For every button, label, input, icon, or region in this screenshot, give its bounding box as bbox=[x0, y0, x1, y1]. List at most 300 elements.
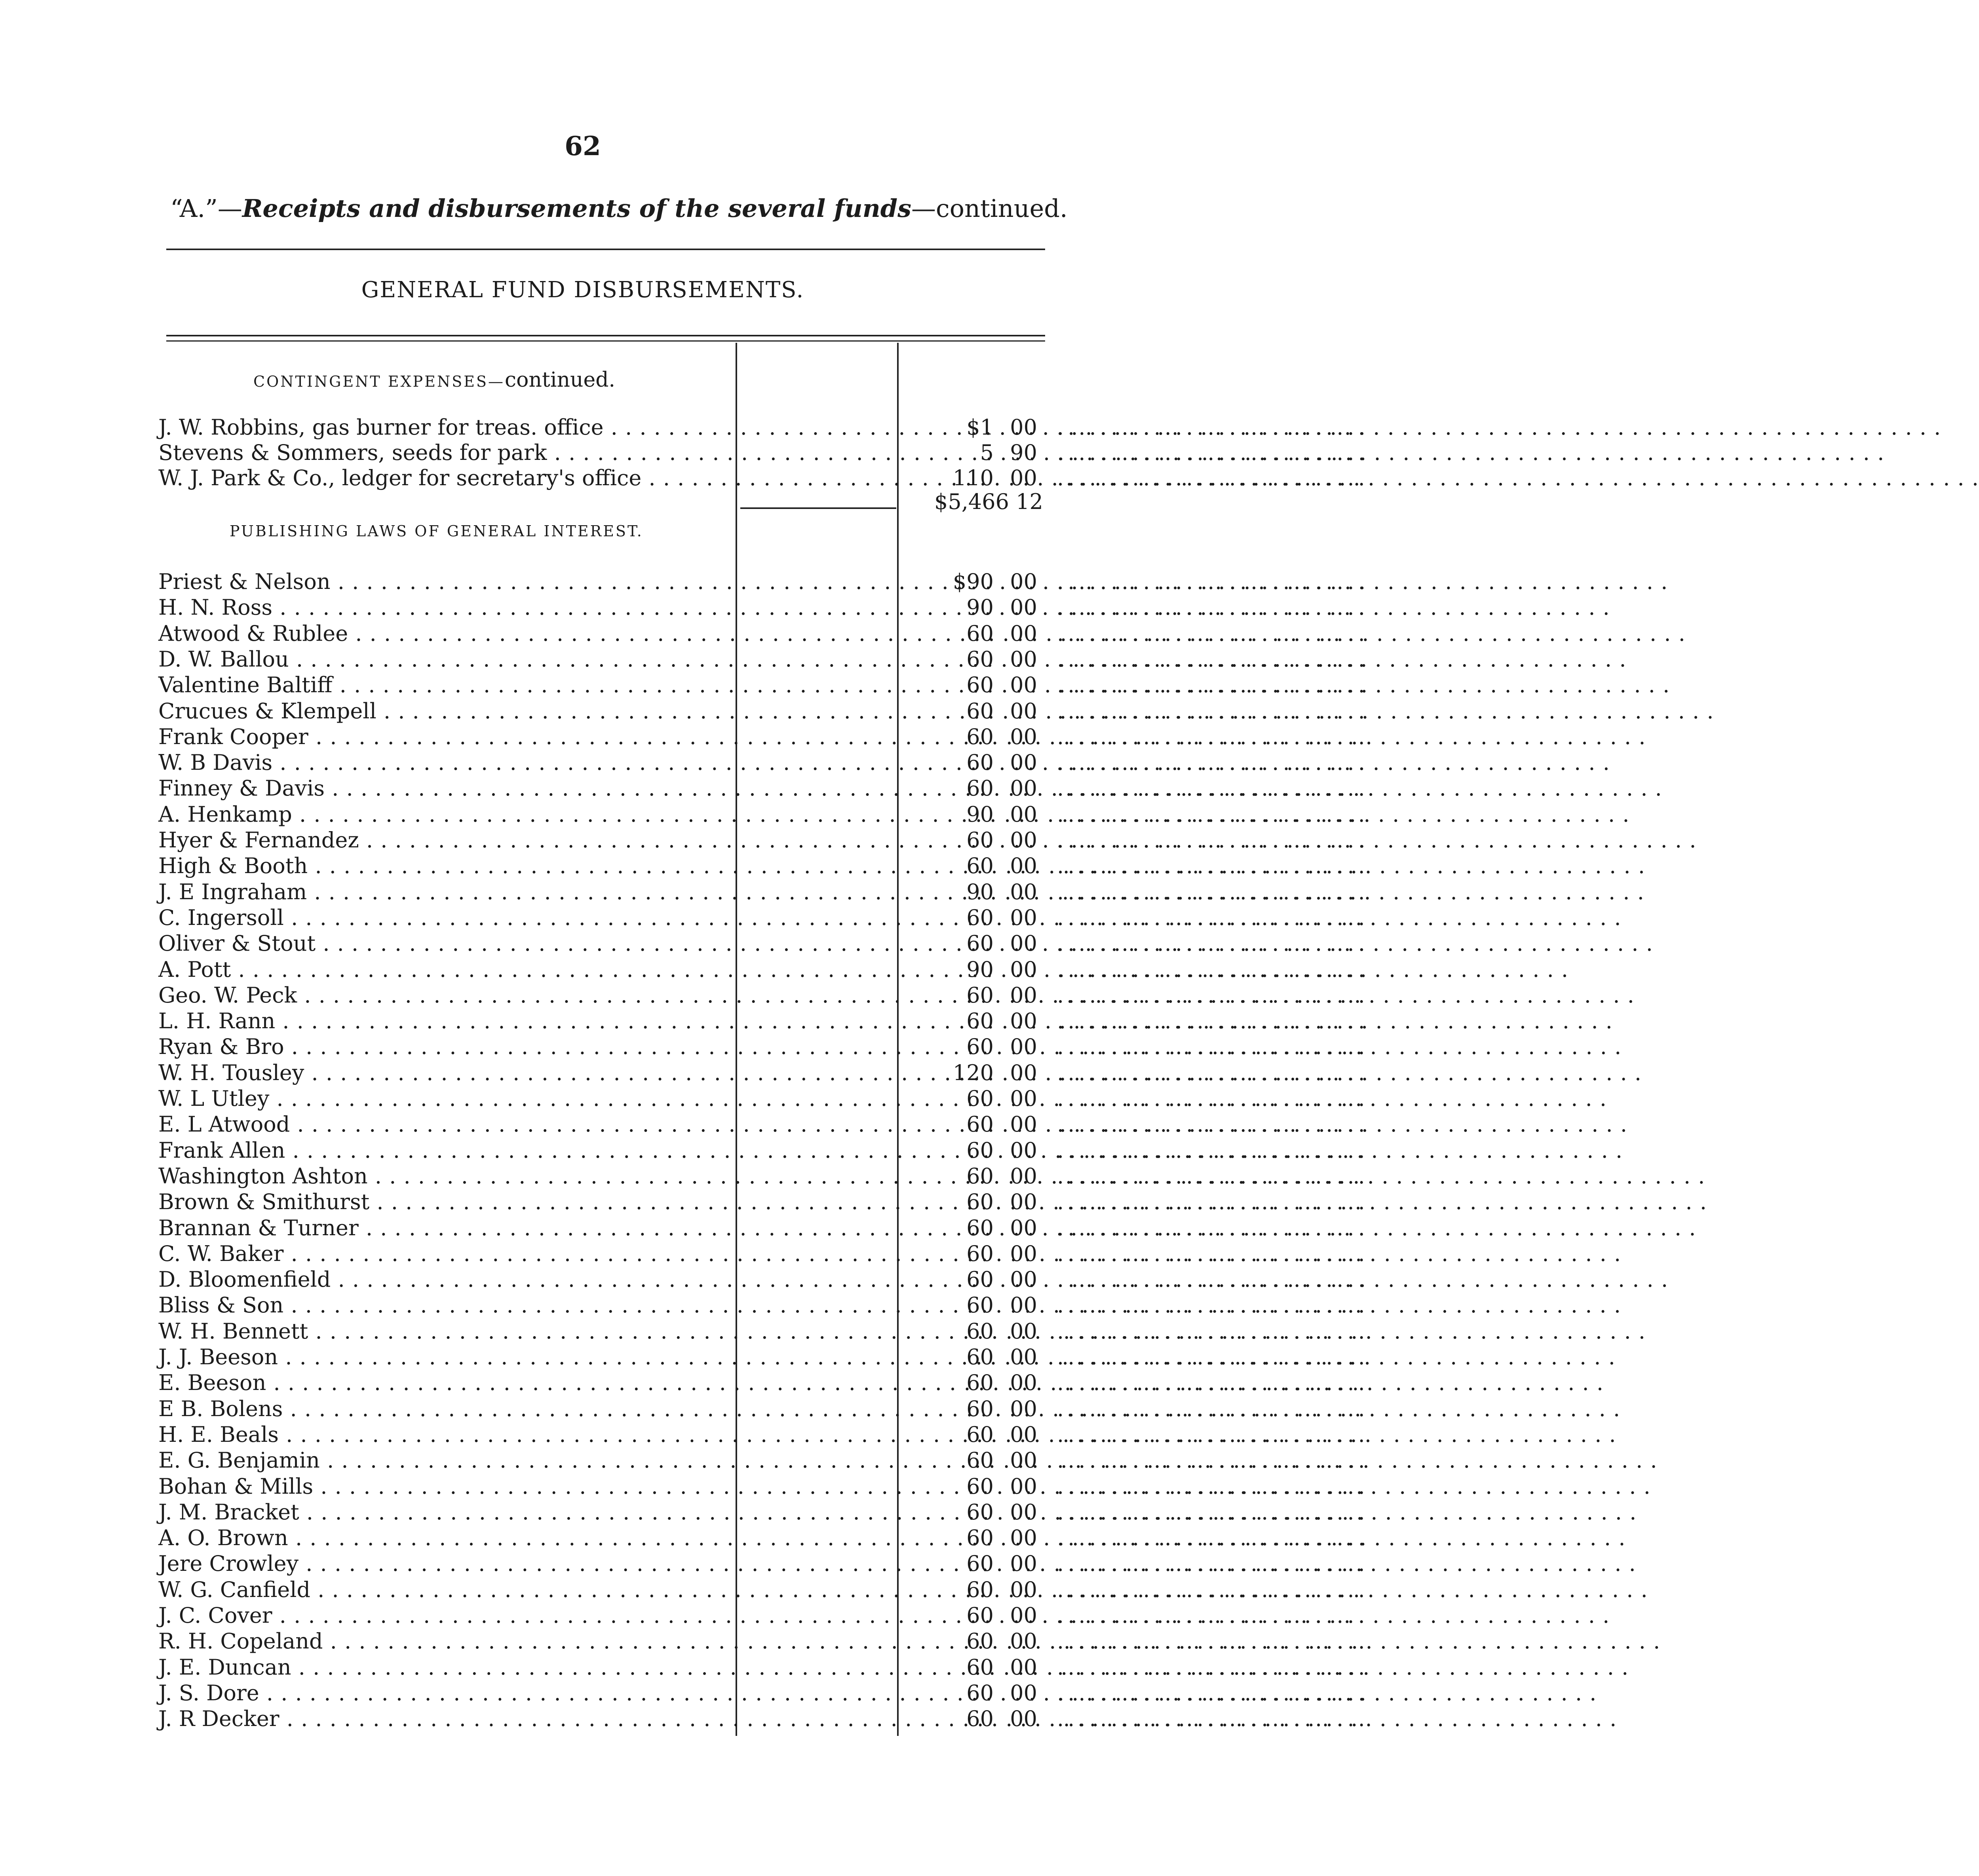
ledger-row bbox=[158, 1706, 1369, 1732]
amount bbox=[736, 983, 1037, 1008]
amount bbox=[736, 1060, 1037, 1085]
total-column-leader: ............................. bbox=[1057, 1603, 1369, 1628]
payee-name: D. W. Ballou . . . bbox=[158, 647, 732, 672]
ledger-row bbox=[158, 1215, 1369, 1242]
amount-cents: 00 bbox=[1010, 982, 1037, 1008]
amount bbox=[736, 1422, 1037, 1447]
amount-cents: 00 bbox=[1010, 595, 1037, 620]
amount-cents: 00 bbox=[1010, 569, 1037, 594]
total-column-leader: ............................. bbox=[1057, 1370, 1369, 1396]
amount-dollars: 60 bbox=[966, 1422, 994, 1447]
payee-name: A. Henkamp . . . bbox=[158, 802, 732, 827]
ledger-row bbox=[158, 465, 1369, 492]
contingent-total-rule bbox=[740, 507, 896, 509]
amount-dollars: 60 bbox=[966, 1448, 994, 1473]
amount-dollars: 60 bbox=[966, 750, 994, 775]
ledger-row bbox=[158, 1422, 1369, 1448]
total-column-leader: ............................. bbox=[1057, 415, 1369, 440]
amount-cents: 00 bbox=[1010, 415, 1037, 440]
total-column-leader: ............................. bbox=[1057, 1577, 1369, 1602]
ledger-row bbox=[158, 646, 1369, 673]
total-column-leader: ............................. bbox=[1057, 1706, 1369, 1732]
amount-cents: 90 bbox=[1010, 440, 1037, 465]
amount-dollars: 60 bbox=[966, 1396, 994, 1421]
amount-dollars: 60 bbox=[966, 1034, 994, 1060]
page-number: 62 bbox=[565, 131, 601, 161]
ledger-row bbox=[158, 905, 1369, 931]
amount-dollars: 60 bbox=[966, 1499, 994, 1525]
ledger-row bbox=[158, 1654, 1369, 1681]
ledger-row bbox=[158, 621, 1369, 647]
amount-cents: 00 bbox=[1010, 1473, 1037, 1499]
total-column-leader: ............................. bbox=[1057, 853, 1369, 879]
amount-cents: 00 bbox=[1010, 750, 1037, 775]
total-column-leader: ............................. bbox=[1057, 724, 1369, 749]
payee-name: W. H. Bennett . . . bbox=[158, 1319, 732, 1344]
amount bbox=[736, 1034, 1037, 1059]
amount-dollars: 60 bbox=[966, 1344, 994, 1369]
total-column-leader: ............................. bbox=[1057, 905, 1369, 930]
ledger-row bbox=[158, 1473, 1369, 1500]
ledger-row bbox=[158, 1499, 1369, 1526]
amount-dollars: 60 bbox=[966, 1629, 994, 1654]
ledger-row bbox=[158, 1318, 1369, 1345]
payee-name: J. W. Robbins, gas burner for treas. office . . . bbox=[158, 415, 732, 440]
amount bbox=[736, 1396, 1037, 1421]
ledger-row bbox=[158, 595, 1369, 621]
payee-name: W. G. Canfield . . . bbox=[158, 1577, 732, 1602]
payee-name: Ryan & Bro . . . bbox=[158, 1034, 732, 1059]
amount-cents: 00 bbox=[1010, 879, 1037, 904]
total-column-leader: ............................. bbox=[1057, 1241, 1369, 1266]
amount bbox=[736, 724, 1037, 749]
amount-dollars: 60 bbox=[966, 1267, 994, 1292]
amount bbox=[736, 699, 1037, 723]
total-column-leader: ............................. bbox=[1057, 1060, 1369, 1085]
heading-suffix: —continued. bbox=[911, 194, 1068, 223]
total-column-leader: ............................. bbox=[1057, 1422, 1369, 1447]
amount-cents: 00 bbox=[1010, 1551, 1037, 1576]
amount bbox=[736, 1500, 1037, 1525]
ledger-row bbox=[158, 750, 1369, 776]
ledger-row bbox=[158, 1112, 1369, 1138]
amount-cents: 00 bbox=[1010, 1603, 1037, 1628]
payee-name: J. J. Beeson . . . bbox=[158, 1344, 732, 1369]
ledger-row bbox=[158, 1370, 1369, 1396]
amount bbox=[736, 957, 1037, 982]
amount-cents: 00 bbox=[1010, 905, 1037, 930]
contingent-expenses-heading: CONTINGENT EXPENSES—continued. bbox=[253, 368, 616, 392]
amount-dollars: 60 bbox=[966, 672, 994, 698]
amount bbox=[736, 828, 1037, 853]
amount bbox=[736, 1086, 1037, 1111]
ledger-row bbox=[158, 415, 1369, 441]
payee-name: H. N. Ross . . . bbox=[158, 595, 732, 620]
amount-cents: 00 bbox=[1010, 1318, 1037, 1344]
amount-dollars: 60 bbox=[966, 1008, 994, 1034]
total-column-leader: ............................. bbox=[1057, 879, 1369, 904]
total-column-leader: ............................. bbox=[1057, 1215, 1369, 1240]
amount bbox=[736, 1706, 1037, 1731]
ledger-row bbox=[158, 1448, 1369, 1474]
total-column-leader: ............................. bbox=[1057, 672, 1369, 698]
payee-name: E. L Atwood . . . bbox=[158, 1112, 732, 1137]
total-column-leader: ............................. bbox=[1057, 1680, 1369, 1705]
total-column-leader: ............................. bbox=[1057, 646, 1369, 672]
amount-dollars: 90 bbox=[966, 801, 994, 827]
amount-dollars: 60 bbox=[966, 1525, 994, 1551]
amount-cents: 00 bbox=[1010, 957, 1037, 982]
amount-cents: 00 bbox=[1010, 646, 1037, 672]
total-column-leader: ............................. bbox=[1057, 1525, 1369, 1551]
amount bbox=[736, 415, 1037, 440]
total-column-leader: ............................. bbox=[1057, 931, 1369, 956]
amount-cents: 00 bbox=[1010, 801, 1037, 827]
payee-name: Priest & Nelson . . . bbox=[158, 569, 732, 594]
amount bbox=[736, 802, 1037, 827]
ledger-row bbox=[158, 1525, 1369, 1551]
amount bbox=[736, 1112, 1037, 1137]
amount-cents: 00 bbox=[1010, 1163, 1037, 1189]
amount bbox=[736, 1680, 1037, 1705]
amount-cents: 00 bbox=[1010, 698, 1037, 723]
total-column-leader: ............................. bbox=[1057, 1318, 1369, 1344]
amount bbox=[736, 1241, 1037, 1266]
payee-name: Frank Allen . . . bbox=[158, 1138, 732, 1163]
payee-name: E B. Bolens . . . bbox=[158, 1396, 732, 1421]
amount bbox=[736, 1344, 1037, 1369]
amount-cents: 00 bbox=[1010, 1654, 1037, 1680]
amount-dollars: 60 bbox=[966, 1551, 994, 1576]
payee-name: Bohan & Mills . . . bbox=[158, 1474, 732, 1499]
total-column-leader: ............................. bbox=[1057, 982, 1369, 1008]
amount-cents: 00 bbox=[1010, 1060, 1037, 1085]
amount-dollars: 60 bbox=[966, 853, 994, 879]
payee-name: C. W. Baker . . . bbox=[158, 1241, 732, 1266]
heading-title: Receipts and disbursements of the several funds bbox=[242, 194, 912, 223]
total-column-leader: ............................. bbox=[1057, 1189, 1369, 1215]
ledger-row bbox=[158, 1603, 1369, 1629]
publishing-laws-heading: PUBLISHING LAWS OF GENERAL INTEREST. bbox=[230, 522, 643, 540]
amount bbox=[736, 1293, 1037, 1318]
amount-cents: 00 bbox=[1010, 1189, 1037, 1215]
amount bbox=[736, 1138, 1037, 1163]
amount-cents: 00 bbox=[1010, 1215, 1037, 1240]
amount-dollars: 60 bbox=[966, 905, 994, 930]
ledger-row bbox=[158, 1629, 1369, 1655]
payee-name: Washington Ashton . . . bbox=[158, 1164, 732, 1189]
total-column-leader: ............................. bbox=[1057, 1654, 1369, 1680]
payee-name: A. O. Brown . . . bbox=[158, 1525, 732, 1550]
amount-cents: 00 bbox=[1010, 1293, 1037, 1318]
amount-cents: 00 bbox=[1010, 1086, 1037, 1111]
ledger-row bbox=[158, 1293, 1369, 1319]
ledger-row bbox=[158, 1241, 1369, 1267]
total-column-leader: ............................. bbox=[1057, 1034, 1369, 1060]
amount-dollars: $90 bbox=[952, 569, 994, 594]
ledger-row bbox=[158, 698, 1369, 725]
amount-dollars: 60 bbox=[966, 1215, 994, 1240]
amount bbox=[736, 750, 1037, 775]
amount-dollars: 60 bbox=[966, 982, 994, 1008]
amount bbox=[736, 1577, 1037, 1602]
total-column-leader: ............................. bbox=[1057, 957, 1369, 982]
amount bbox=[736, 1603, 1037, 1628]
amount-dollars: 60 bbox=[966, 1189, 994, 1215]
payee-name: E. G. Benjamin . . . bbox=[158, 1448, 732, 1473]
amount bbox=[736, 1474, 1037, 1499]
total-column-leader: ............................. bbox=[1057, 1008, 1369, 1034]
amount bbox=[736, 1319, 1037, 1344]
ledger-row bbox=[158, 1680, 1369, 1707]
payee-name: Geo. W. Peck . . . bbox=[158, 983, 732, 1008]
amount-dollars: 60 bbox=[966, 931, 994, 956]
amount-dollars: 60 bbox=[966, 698, 994, 723]
amount-dollars: 5 bbox=[980, 440, 994, 465]
amount-dollars: 60 bbox=[966, 828, 994, 853]
amount bbox=[736, 595, 1037, 620]
ledger-row bbox=[158, 1137, 1369, 1164]
amount-dollars: 60 bbox=[966, 1473, 994, 1499]
amount bbox=[736, 1448, 1037, 1473]
payee-name: W. H. Tousley . . . bbox=[158, 1060, 732, 1085]
total-column-leader: ............................. bbox=[1057, 828, 1369, 853]
amount bbox=[736, 879, 1037, 904]
amount-dollars: 60 bbox=[966, 1137, 994, 1163]
ledger-row bbox=[158, 828, 1369, 854]
contingent-total: $5,466 12 bbox=[934, 489, 1043, 514]
payee-name: Jere Crowley . . . bbox=[158, 1551, 732, 1576]
total-column-leader: ............................. bbox=[1057, 569, 1369, 594]
payee-name: D. Bloomenfield . . . bbox=[158, 1267, 732, 1292]
payee-name: J. C. Cover . . . bbox=[158, 1603, 732, 1628]
total-column-leader: ............................. bbox=[1057, 1448, 1369, 1473]
amount-dollars: 60 bbox=[966, 646, 994, 672]
amount-cents: 00 bbox=[1010, 1499, 1037, 1525]
total-column-leader: ............................. bbox=[1057, 595, 1369, 620]
payee-name: Oliver & Stout . . . bbox=[158, 931, 732, 956]
amount bbox=[736, 853, 1037, 878]
amount-cents: 00 bbox=[1010, 1137, 1037, 1163]
total-column-leader: ............................. bbox=[1057, 1163, 1369, 1189]
amount bbox=[736, 647, 1037, 672]
ledger-row bbox=[158, 879, 1369, 906]
ledger-row bbox=[158, 569, 1369, 595]
total-column-leader: ............................. bbox=[1057, 1293, 1369, 1318]
amount-dollars: 60 bbox=[966, 621, 994, 646]
amount bbox=[736, 1164, 1037, 1189]
payee-name: Bliss & Son . . . bbox=[158, 1293, 732, 1318]
amount-dollars: 110 bbox=[952, 465, 994, 490]
payee-name: E. Beeson . . . bbox=[158, 1370, 732, 1395]
amount-cents: 00 bbox=[1010, 1344, 1037, 1369]
amount-dollars: 60 bbox=[966, 1112, 994, 1137]
amount-dollars: 60 bbox=[966, 1577, 994, 1602]
amount-dollars: 60 bbox=[966, 1370, 994, 1396]
payee-name: A. Pott . . . bbox=[158, 957, 732, 982]
ledger-row bbox=[158, 1577, 1369, 1603]
amount bbox=[736, 1551, 1037, 1576]
amount-cents: 00 bbox=[1010, 1008, 1037, 1034]
amount-cents: 00 bbox=[1010, 1267, 1037, 1292]
ledger-row bbox=[158, 1267, 1369, 1293]
amount-dollars: 120 bbox=[952, 1060, 994, 1085]
amount-dollars: 60 bbox=[966, 1163, 994, 1189]
ledger-row bbox=[158, 957, 1369, 983]
amount-cents: 00 bbox=[1010, 1577, 1037, 1602]
payee-name: Atwood & Rublee . . . bbox=[158, 621, 732, 646]
payee-name: J. M. Bracket . . . bbox=[158, 1500, 732, 1525]
payee-name: J. E Ingraham . . . bbox=[158, 879, 732, 904]
payee-name: W. B Davis . . . bbox=[158, 750, 732, 775]
section-double-rule-bottom bbox=[166, 340, 1045, 342]
ledger-row bbox=[158, 801, 1369, 828]
ledger-row bbox=[158, 1344, 1369, 1371]
amount bbox=[736, 776, 1037, 801]
amount bbox=[736, 1629, 1037, 1654]
payee-name: L. H. Rann . . . bbox=[158, 1008, 732, 1033]
ledger-row bbox=[158, 982, 1369, 1009]
section-title: GENERAL FUND DISBURSEMENTS. bbox=[361, 277, 804, 303]
ledger-row bbox=[158, 1034, 1369, 1060]
amount-dollars: $1 bbox=[966, 415, 994, 440]
payee-name: W. J. Park & Co., ledger for secretary's office . . . bbox=[158, 465, 732, 490]
payee-name: Brannan & Turner . . . bbox=[158, 1215, 732, 1240]
payee-name: R. H. Copeland . . . bbox=[158, 1629, 732, 1654]
amount-cents: 00 bbox=[1010, 672, 1037, 698]
payee-name: Brown & Smithurst . . . bbox=[158, 1189, 732, 1214]
amount-cents: 00 bbox=[1010, 621, 1037, 646]
amount-cents: 00 bbox=[1010, 1525, 1037, 1551]
total-column-leader: ............................. bbox=[1057, 1344, 1369, 1369]
payee-name: Finney & Davis . . . bbox=[158, 776, 732, 801]
total-column-leader: ............................. bbox=[1057, 1267, 1369, 1292]
amount-dollars: 60 bbox=[966, 1293, 994, 1318]
ledger-row bbox=[158, 931, 1369, 957]
amount-dollars: 90 bbox=[966, 957, 994, 982]
payee-name: H. E. Beals . . . bbox=[158, 1422, 732, 1447]
amount-dollars: 60 bbox=[966, 1706, 994, 1732]
ledger-row bbox=[158, 1060, 1369, 1086]
amount-cents: 00 bbox=[1010, 1448, 1037, 1473]
amount-cents: 00 bbox=[1010, 828, 1037, 853]
amount bbox=[736, 1215, 1037, 1240]
ledger-row bbox=[158, 1396, 1369, 1422]
payee-name: J. E. Duncan . . . bbox=[158, 1655, 732, 1680]
ledger-row bbox=[158, 1189, 1369, 1215]
total-column-leader: ............................. bbox=[1057, 440, 1369, 465]
total-column-leader: ............................. bbox=[1057, 465, 1369, 490]
amount-cents: 00 bbox=[1010, 931, 1037, 956]
total-column-leader: ............................. bbox=[1057, 1112, 1369, 1137]
total-column-leader: ............................. bbox=[1057, 1629, 1369, 1654]
payee-name: W. L Utley . . . bbox=[158, 1086, 732, 1111]
amount-cents: 00 bbox=[1010, 1422, 1037, 1447]
ledger-row bbox=[158, 1551, 1369, 1577]
amount bbox=[736, 1525, 1037, 1550]
amount-cents: 00 bbox=[1010, 724, 1037, 749]
amount bbox=[736, 1189, 1037, 1214]
ledger-row bbox=[158, 1086, 1369, 1112]
total-column-leader: ............................. bbox=[1057, 1137, 1369, 1163]
total-column-leader: ............................. bbox=[1057, 776, 1369, 801]
amount-cents: 00 bbox=[1010, 1241, 1037, 1266]
ledger-row bbox=[158, 440, 1369, 466]
amount-dollars: 90 bbox=[966, 879, 994, 904]
payee-name: Stevens & Sommers, seeds for park . . . bbox=[158, 440, 732, 465]
amount-cents: 00 bbox=[1010, 1396, 1037, 1421]
payee-name: High & Booth . . . bbox=[158, 853, 732, 878]
total-column-leader: ............................. bbox=[1057, 1396, 1369, 1421]
total-column-leader: ............................. bbox=[1057, 1086, 1369, 1111]
amount-dollars: 60 bbox=[966, 1654, 994, 1680]
ledger-row bbox=[158, 853, 1369, 879]
total-column-leader: ............................. bbox=[1057, 1473, 1369, 1499]
amount bbox=[736, 672, 1037, 697]
amount bbox=[736, 1267, 1037, 1292]
payee-name: J. S. Dore . . . bbox=[158, 1680, 732, 1705]
amount-cents: 00 bbox=[1010, 1370, 1037, 1396]
amount-cents: 00 bbox=[1010, 1680, 1037, 1705]
page-heading bbox=[170, 194, 1068, 223]
amount-cents: 00 bbox=[1010, 1706, 1037, 1732]
amount-dollars: 60 bbox=[966, 1680, 994, 1705]
payee-name: Hyer & Fernandez . . . bbox=[158, 828, 732, 853]
amount-cents: 00 bbox=[1010, 1034, 1037, 1060]
heading-prefix: “A.”— bbox=[170, 194, 242, 223]
amount-dollars: 60 bbox=[966, 776, 994, 801]
total-column-leader: ............................. bbox=[1057, 750, 1369, 775]
amount-dollars: 60 bbox=[966, 1086, 994, 1111]
amount bbox=[736, 1370, 1037, 1395]
section-double-rule-top bbox=[166, 335, 1045, 336]
payee-name: Crucues & Klempell . . . bbox=[158, 699, 732, 723]
amount bbox=[736, 931, 1037, 956]
amount-cents: 00 bbox=[1010, 465, 1037, 490]
amount-cents: 00 bbox=[1010, 776, 1037, 801]
amount bbox=[736, 569, 1037, 594]
total-column-leader: ............................. bbox=[1057, 1499, 1369, 1525]
heading-rule bbox=[166, 249, 1045, 250]
amount-cents: 00 bbox=[1010, 1629, 1037, 1654]
total-column-leader: ............................. bbox=[1057, 698, 1369, 723]
amount bbox=[736, 905, 1037, 930]
amount-dollars: 60 bbox=[966, 1603, 994, 1628]
amount-cents: 00 bbox=[1010, 853, 1037, 879]
amount bbox=[736, 621, 1037, 646]
amount bbox=[736, 440, 1037, 465]
amount-dollars: 60 bbox=[966, 1318, 994, 1344]
ledger-row bbox=[158, 1163, 1369, 1190]
amount-dollars: 90 bbox=[966, 595, 994, 620]
amount-dollars: 60 bbox=[966, 724, 994, 749]
ledger-row bbox=[158, 724, 1369, 750]
payee-name: J. R Decker . . . bbox=[158, 1706, 732, 1731]
amount bbox=[736, 465, 1037, 490]
amount bbox=[736, 1655, 1037, 1680]
total-column-leader: ............................. bbox=[1057, 1551, 1369, 1576]
total-column-leader: ............................. bbox=[1057, 801, 1369, 827]
amount bbox=[736, 1008, 1037, 1033]
total-column-leader: ............................. bbox=[1057, 621, 1369, 646]
amount-dollars: 60 bbox=[966, 1241, 994, 1266]
payee-name: C. Ingersoll . . . bbox=[158, 905, 732, 930]
amount-cents: 00 bbox=[1010, 1112, 1037, 1137]
payee-name: Frank Cooper . . . bbox=[158, 724, 732, 749]
ledger-row bbox=[158, 1008, 1369, 1035]
ledger-row bbox=[158, 776, 1369, 802]
ledger-row bbox=[158, 672, 1369, 699]
